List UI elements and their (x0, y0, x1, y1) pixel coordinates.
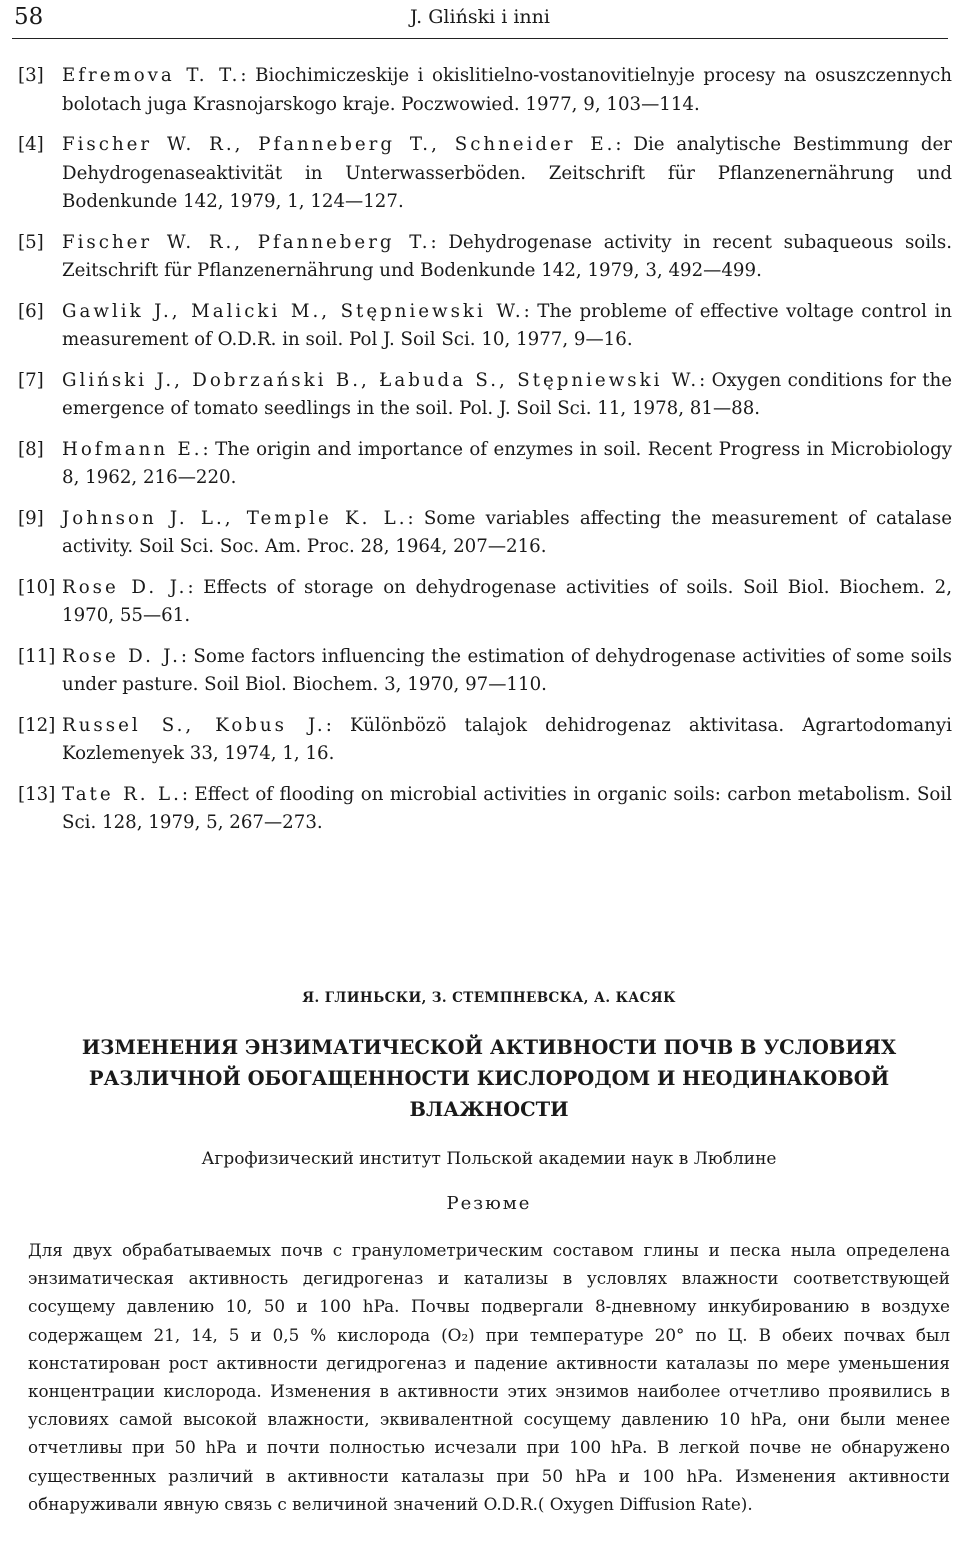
reference-text: : Die analytische Bestimmung der Dehydrogenaseaktivität in Unterwasserböden. Zeitschrift für Pflanzenernährung und Bodenkunde 142, 1979, 1, 124—127. (62, 134, 952, 212)
reference-text: : Különbözö talajok dehidrogenaz aktivitasa. Agrartodomanyi Kozlemenyek 33, 1974, 1, 16. (62, 714, 952, 764)
reference-text: : Oxygen conditions for the emergence of tomato seedlings in the soil. Pol. J. Soil Sci. 11, 1978, 81—88. (62, 369, 952, 419)
reference-number: [3] (18, 65, 44, 86)
reference-text: : Dehydrogenase activity in recent subaqueous soils. Zeitschrift für Pflanzenernährung und Bodenkunde 142, 1979, 3, 492—499. (62, 231, 952, 281)
summary-institute: Агрофизический институт Польской академии наук в Люблине (201, 1149, 777, 1169)
header-rule (12, 38, 948, 39)
reference-authors: Fischer W. R., Pfanneberg T. (62, 231, 431, 253)
reference-text: : Some factors influencing the estimation of dehydrogenase activities of some soils under pasture. Soil Biol. Biochem. 3, 1970, 97—110. (62, 645, 952, 695)
page-header (12, 2, 948, 32)
reference-item (18, 712, 952, 769)
reference-authors: Gawlik J., Malicki M., Stępniewski W. (62, 300, 524, 322)
reference-item (18, 367, 952, 424)
reference-authors: Rose D. J. (62, 576, 188, 598)
russian-summary (28, 990, 950, 1518)
reference-number: [8] (18, 438, 44, 460)
reference-number: [12] (18, 714, 56, 736)
reference-text: : The probleme of effective voltage control in measurement of O.D.R. in soil. Pol J. Soil Sci. 10, 1977, 9—16. (62, 300, 952, 350)
summary-authors: Я. ГЛИНЬСКИ, З. СТЕМПНЕВСКА, А. КАСЯК (302, 990, 676, 1006)
reference-text: : Effects of storage on dehydrogenase activities of soils. Soil Biol. Biochem. 2, 1970, 55—61. (62, 576, 952, 626)
reference-number: [6] (18, 300, 44, 322)
reference-text: : Effect of flooding on microbial activities in organic soils: carbon metabolism. Soil Sci. 128, 1979, 5, 267—273. (62, 783, 952, 833)
reference-text: : Biochimiczeskije i okislitielno-vostanovitielnyje procesy na osuszczennych bolotach juga Krasnojarskogo kraje. Poczwowied. 1977, 9, 103—114. (62, 65, 952, 115)
reference-item (18, 131, 952, 217)
reference-item (18, 781, 952, 838)
summary-heading: Резюме (446, 1193, 532, 1214)
reference-number: [13] (18, 783, 56, 805)
reference-number: [5] (18, 231, 44, 253)
reference-number: [11] (18, 645, 56, 667)
reference-list (18, 62, 952, 850)
reference-authors: Russel S., Kobus J. (62, 714, 326, 736)
reference-number: [7] (18, 369, 44, 391)
reference-item (18, 298, 952, 355)
reference-authors: Hofmann E. (62, 438, 203, 460)
reference-authors: Efremova T. T. (62, 65, 241, 86)
page-number: 58 (14, 4, 44, 30)
reference-authors: Rose D. J. (62, 645, 181, 667)
reference-number: [9] (18, 507, 44, 529)
reference-number: [4] (18, 134, 44, 155)
reference-authors: Gliński J., Dobrzański B., Łabuda S., Stępniewski W. (62, 369, 700, 391)
reference-item (18, 643, 952, 700)
reference-authors: Tate R. L. (62, 783, 182, 805)
reference-item (18, 505, 952, 562)
reference-authors: Johnson J. L., Temple K. L. (62, 507, 408, 529)
summary-title: ИЗМЕНЕНИЯ ЭНЗИМАТИЧЕСКОЙ АКТИВНОСТИ ПОЧВ В УСЛОВИЯХ РАЗЛИЧНОЙ ОБОГАЩЕННОСТИ КИСЛОРОДОМ И НЕОДИНАКОВОЙ ВЛАЖНОСТИ (81, 1036, 897, 1121)
reference-authors: Fischer W. R., Pfanneberg T., Schneider E. (62, 134, 616, 155)
reference-item (18, 229, 952, 286)
reference-item (18, 62, 952, 119)
reference-text: : The origin and importance of enzymes in soil. Recent Progress in Microbiology 8, 1962, 216—220. (62, 438, 952, 488)
reference-item (18, 574, 952, 631)
summary-body: Для двух обрабатываемых почв с гранулометрическим составом глины и песка ныла определена энзиматическая активность дегидрогеназ и катализы в условлях влажности соответствующей сосущему давлению 10, 50 и 100 hPa. Почвы подвергали 8-дневному инкубированию в воздухе содержащем 21, 14, 5 и 0,5 % кислорода (O₂) при температуре 20° по Ц. В обеих почвах был констатирован рост активности дегидрогеназ и падение активности каталазы по мере уменьшения концентрации кислорода. Изменения в активности этих энзимов наиболее отчетливо проявились в условиях самой высокой влажности, эквивалентной сосущему давлению 10 hPa, они были менее отчетливы при 50 hPa и почти полностью исчезали при 100 hPa. В легкой почве не обнаружено существенных различий в активности каталазы при 50 hPa и 100 hPa. Изменения активности обнаруживали явную связь с величиной значений O.D.R.( Oxygen Diffusion Rate). (28, 1240, 950, 1514)
reference-text: : Some variables affecting the measurement of catalase activity. Soil Sci. Soc. Am. Proc. 28, 1964, 207—216. (62, 507, 952, 557)
reference-item (18, 436, 952, 493)
reference-number: [10] (18, 576, 56, 598)
running-title: J. Gliński i inni (410, 6, 550, 28)
